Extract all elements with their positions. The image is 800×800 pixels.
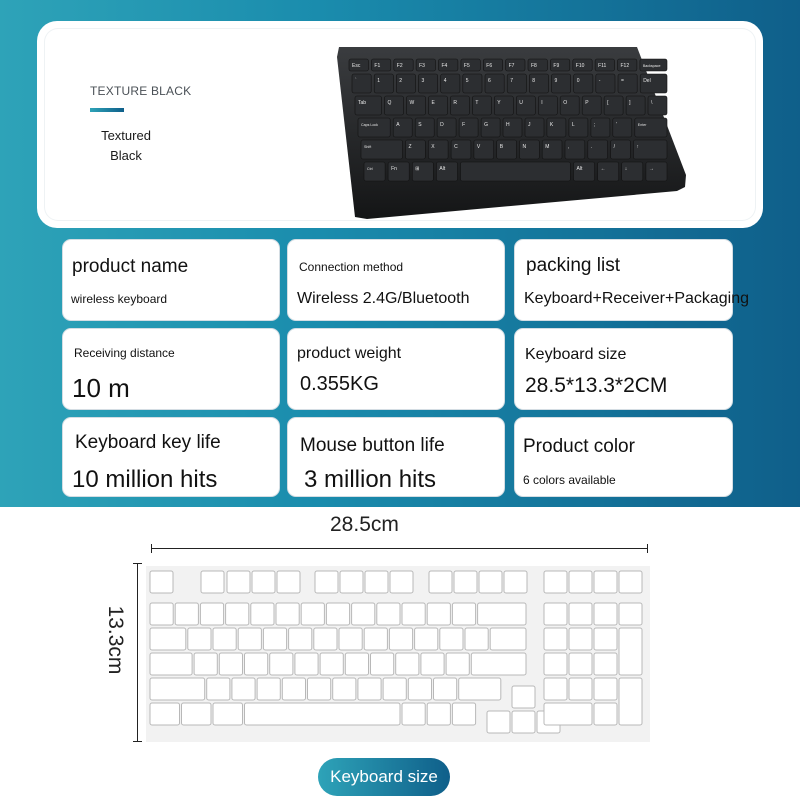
layout-key [490,628,526,650]
layout-key [207,678,230,700]
layout-key [396,653,419,675]
keyboard-key-legend: M [545,144,550,150]
layout-key [427,603,450,625]
product-hero-card [37,21,763,228]
spec-value: 10 m [72,373,130,403]
layout-key [479,571,502,593]
keyboard-key-legend: F6 [486,63,493,69]
keyboard-key-legend: L [571,122,575,128]
layout-key [421,653,444,675]
keyboard-key-legend: F12 [620,63,630,69]
layout-key [389,628,412,650]
keyboard-key-legend: F11 [598,63,607,69]
layout-key [270,653,293,675]
keyboard-key-legend: / [613,144,615,150]
keyboard-key-legend: = [621,78,624,84]
keyboard-key-legend: [ [607,100,609,106]
keyboard-key-legend: Z [408,144,412,150]
layout-key [340,571,363,593]
keyboard-key-legend: 1 [377,78,380,84]
spec-card-product-color [514,417,733,497]
texture-underline [90,108,124,112]
keyboard-layout-diagram [146,566,650,742]
layout-key [454,571,477,593]
keyboard-key-legend: F10 [575,63,585,69]
layout-key [569,571,592,593]
layout-key [227,571,250,593]
layout-key [365,571,388,593]
layout-key [257,678,280,700]
layout-key [276,603,299,625]
layout-key [245,653,268,675]
keyboard-key-legend: S [418,122,422,128]
keyboard-key-legend: O [563,100,568,106]
keyboard-key-legend: Enter [637,123,647,127]
spec-value: 10 million hits [72,466,218,493]
layout-key [402,603,425,625]
spec-card-keyboard-size [514,328,733,410]
layout-key [429,571,452,593]
keyboard-key-legend: ← [600,166,606,172]
keyboard-key-legend: F7 [508,63,515,69]
keyboard-key-legend: 7 [510,78,513,84]
spec-value: 3 million hits [304,466,437,493]
keyboard-key-legend: C [454,144,458,150]
keyboard-key-legend: Alt [576,166,583,172]
keyboard-key-legend: F9 [553,63,560,69]
keyboard-key-legend: P [585,100,589,106]
layout-key [465,628,488,650]
layout-key [390,571,413,593]
spec-card-receiving-distance [62,328,280,410]
layout-key [459,678,501,700]
keyboard-key-legend: ' [615,122,617,128]
keyboard-key-legend: 4 [443,78,447,84]
keyboard-key-legend: 6 [488,78,491,84]
layout-key [251,603,274,625]
keyboard-key-legend: ⊞ [415,166,420,172]
layout-key [213,703,243,725]
product-hero-inner [44,28,756,221]
keyboard-key-legend: W [409,100,415,106]
keyboard-key-legend: Caps Lock [361,123,378,127]
layout-key [594,653,617,675]
layout-key [326,603,349,625]
layout-key [226,603,249,625]
layout-key [289,628,312,650]
keyboard-key-legend: D [440,122,444,128]
keyboard-key-legend: N [522,144,527,150]
layout-key [301,603,324,625]
layout-key [150,653,192,675]
layout-key [452,603,475,625]
spec-value: 6 colors available [523,473,616,487]
layout-key [150,703,180,725]
layout-key [352,603,375,625]
keyboard-key [361,140,403,159]
keyboard-key-legend: ↓ [624,166,628,172]
keyboard-key-legend: 5 [465,78,469,84]
layout-key [619,571,642,593]
spec-label: Receiving distance [74,346,175,360]
layout-key [544,653,567,675]
keyboard-key-legend: Shift [364,145,372,149]
keyboard-key-legend: 3 [421,78,425,84]
keyboard-key-legend: G [484,122,488,128]
layout-key [452,703,475,725]
layout-key [569,603,592,625]
layout-key [320,653,343,675]
layout-key [569,628,592,650]
keyboard-key-legend: F [462,122,466,128]
keyboard-key-legend: F1 [374,63,381,69]
layout-key [175,603,198,625]
layout-key [594,703,617,725]
keyboard-key-legend: Q [387,100,392,106]
layout-key [263,628,286,650]
keyboard-key-legend: R [453,100,458,106]
layout-key [150,678,205,700]
layout-key [544,628,567,650]
keyboard-key-legend: F3 [419,63,425,69]
layout-key [512,711,535,733]
keyboard-key-legend: ] [629,100,631,106]
layout-key [150,628,186,650]
layout-key [434,678,457,700]
layout-key [314,628,337,650]
layout-key [544,703,592,725]
keyboard-key-legend: Backspace [642,64,661,68]
layout-key [371,653,394,675]
keyboard-key [358,118,390,137]
keyboard-key-legend: 9 [554,78,558,84]
keyboard-key [461,162,571,181]
layout-key [252,571,275,593]
layout-key [594,678,617,700]
keyboard-key-legend: E [431,100,435,106]
width-dimension-label: 28.5cm [330,513,399,536]
layout-key [150,571,173,593]
keyboard-key-legend: F4 [441,63,448,69]
spec-card-key-life [62,417,280,497]
layout-key [446,653,469,675]
layout-key [213,628,236,650]
layout-key [201,571,224,593]
layout-key [238,628,261,650]
layout-key [619,678,642,725]
layout-key [487,711,510,733]
layout-key [194,653,217,675]
layout-key [333,678,356,700]
layout-key [569,653,592,675]
layout-key [219,653,242,675]
keyboard-key-legend: ↑ [636,144,639,150]
layout-key [440,628,463,650]
keyboard-key-legend: 8 [532,78,536,84]
layout-key [619,628,642,675]
color-swatch-label: Textured Black [101,128,151,163]
keyboard-key-legend: Alt [439,166,446,172]
layout-key [364,628,387,650]
spec-value: Keyboard+Receiver+Packaging [524,290,750,307]
height-tick-top [133,563,142,564]
keyboard-key-legend: H [506,122,510,128]
keyboard-key-legend: , [568,144,570,150]
spec-value: Wireless 2.4G/Bluetooth [297,290,470,307]
keyboard-key-legend: X [431,144,435,150]
spec-label: product name [72,256,189,277]
keyboard-key-legend: F8 [531,63,537,69]
keyboard-key-legend: → [648,166,654,172]
keyboard-key-legend: . [590,144,593,150]
height-dimension-line [137,563,138,742]
layout-key [415,628,438,650]
black-keyboard-image [337,47,686,219]
layout-key [188,628,211,650]
width-tick-left [151,544,152,553]
spec-label: Keyboard size [525,346,627,363]
layout-key [377,603,400,625]
width-dimension-line [151,548,648,549]
keyboard-key-legend: K [549,122,554,128]
spec-value: wireless keyboard [71,292,168,306]
keyboard-key-legend: I [541,100,543,106]
layout-key [200,603,223,625]
layout-key [471,653,526,675]
keyboard-key-legend: Del [643,78,651,84]
keyboard-key-legend: - [598,78,601,84]
layout-key [408,678,431,700]
keyboard-key [635,118,667,137]
layout-key [402,703,425,725]
layout-key [282,678,305,700]
keyboard-key-legend: Y [497,100,501,106]
keyboard-key-legend: T [475,100,479,106]
spec-label: packing list [526,255,620,276]
spec-card-connection-method [287,239,505,321]
layout-key [308,678,331,700]
layout-key [245,703,401,725]
layout-key [339,628,362,650]
spec-label: Connection method [299,260,404,274]
layout-key [315,571,338,593]
keyboard-key-legend: F5 [463,63,470,69]
layout-key [569,678,592,700]
layout-key [594,571,617,593]
layout-key [383,678,406,700]
spec-card-product-name [62,239,280,321]
layout-key [478,603,526,625]
spec-label: Product color [523,436,635,457]
keyboard-key-legend: Ctrl [367,167,373,171]
spec-label: Mouse button life [300,435,445,456]
layout-key [594,628,617,650]
layout-key [427,703,450,725]
layout-key [295,653,318,675]
keyboard-key-legend: \ [651,100,653,106]
spec-label: Keyboard key life [75,432,221,453]
layout-key [150,603,173,625]
keyboard-key-legend: ` [355,78,357,84]
keyboard-key-legend: B [499,144,504,150]
layout-key [277,571,300,593]
keyboard-key-legend: U [519,100,523,106]
keyboard-key-legend: Tab [358,100,367,106]
layout-key [358,678,381,700]
layout-key [594,603,617,625]
texture-title: TEXTURE BLACK [90,84,192,98]
keyboard-key-legend: ; [593,122,596,128]
layout-key [619,603,642,625]
layout-key [512,686,535,708]
height-dimension-label: 13.3cm [104,605,127,675]
layout-key [232,678,255,700]
layout-key [544,678,567,700]
keyboard-key-legend: Esc [352,63,361,69]
layout-key [544,571,567,593]
keyboard-key-legend: Fn [391,166,397,172]
keyboard-key-legend: 2 [399,78,403,84]
layout-key [345,653,368,675]
spec-card-mouse-button-life [287,417,505,497]
keyboard-size-button[interactable]: Keyboard size [318,758,450,796]
spec-label: product weight [297,345,402,362]
keyboard-key-legend: V [476,144,481,150]
layout-key [504,571,527,593]
height-tick-bottom [133,741,142,742]
layout-key [544,603,567,625]
keyboard-key-legend: J [528,122,531,128]
spec-value: 0.355KG [300,373,379,395]
spec-card-packing-list [514,239,750,321]
keyboard-key [364,162,385,181]
keyboard-key-legend: 0 [576,78,580,84]
keyboard-key-legend: F2 [396,63,403,69]
keyboard-key-legend: A [396,122,400,128]
width-tick-right [647,544,648,553]
spec-value: 28.5*13.3*2CM [525,374,668,397]
layout-key [182,703,212,725]
spec-card-product-weight [287,328,505,410]
